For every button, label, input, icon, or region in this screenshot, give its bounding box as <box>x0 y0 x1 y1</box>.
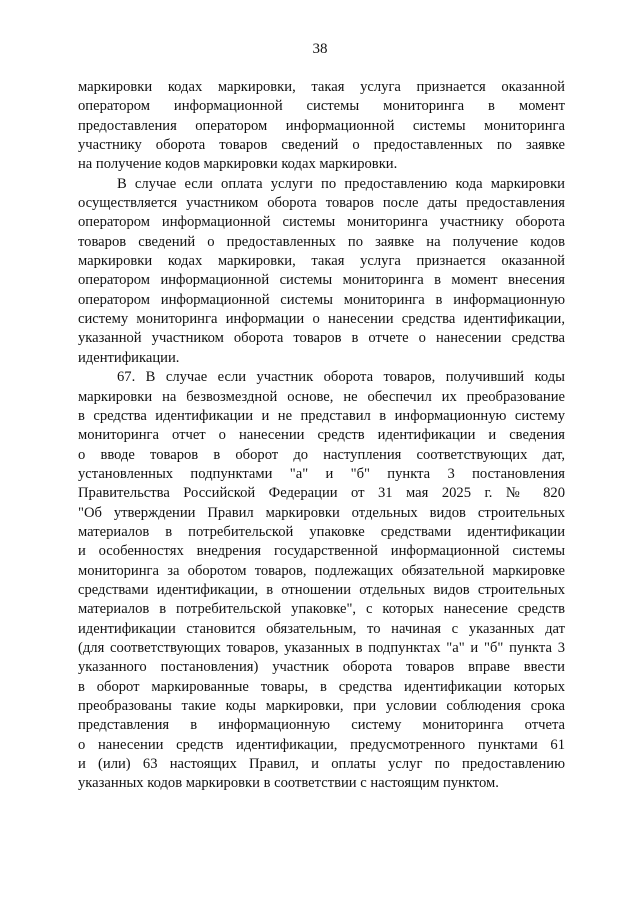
text-line: идентификации. <box>78 349 180 366</box>
text-line: идентификации становится обязательным, то начиная с указанных дат <box>78 620 565 637</box>
text-line: оператором информационной системы мониторинга в информационную <box>78 291 565 308</box>
text-line: установленных подпунктами "а" и "б" пункта 3 постановления <box>78 465 565 482</box>
text-line: маркировки кодах маркировки, такая услуга признается оказанной <box>78 253 565 270</box>
text-line: маркировки на безвозмездной основе, не обеспечил их преобразование <box>78 388 565 405</box>
text-line: и особенностях внедрения государственной информационной системы <box>78 543 565 560</box>
text-line: средствами идентификации, в отношении отдельных видов строительных <box>78 581 565 598</box>
text-line: оператором информационной системы мониторинга в момент <box>78 98 565 115</box>
text-line: представления в информационную систему мониторинга отчета <box>78 717 565 734</box>
text-line: оператором информационной системы мониторинга в момент внесения <box>78 272 565 289</box>
text-line: систему мониторинга информации о нанесении средства идентификации, <box>78 311 565 328</box>
text-line: и (или) 63 настоящих Правил, и оплаты услуг по предоставлению <box>78 756 565 773</box>
text-line: в средства идентификации и не представил в информационную систему <box>78 407 565 424</box>
paragraph <box>78 368 565 794</box>
text-line: в оборот маркированные товары, в средства идентификации которых <box>78 678 565 695</box>
text-line: о нанесении средств идентификации, предусмотренного пунктами 61 <box>78 736 565 753</box>
text-line: участнику оборота товаров сведений о предоставленных по заявке <box>78 137 565 154</box>
text-line: преобразованы такие коды маркировки, при условии соблюдения срока <box>78 698 565 714</box>
text-line: мониторинга отчет о нанесении средств идентификации и сведения <box>78 427 565 444</box>
page-number: 38 <box>312 41 328 57</box>
paragraph <box>78 175 565 368</box>
text-line: на получение кодов маркировки кодах маркировки. <box>78 156 398 173</box>
text-line: указанного постановления) участник оборота товаров вправе ввести <box>78 659 565 676</box>
text-line: указанных кодов маркировки в соответствии с настоящим пунктом. <box>78 775 499 792</box>
text-line: оператором информационной системы мониторинга участнику оборота <box>78 214 565 231</box>
text-line: Правительства Российской Федерации от 31 мая 2025 г. № 820 <box>78 485 565 502</box>
text-line: 67. В случае если участник оборота товаров, получивший коды <box>117 369 565 386</box>
text-line: осуществляется участником оборота товаров после даты предоставления <box>78 195 565 212</box>
text-line: товаров сведений о предоставленных по заявке на получение кодов <box>78 233 565 250</box>
text-line: материалов в потребительской упаковке", с которых нанесение средств <box>78 601 565 618</box>
text-line: маркировки кодах маркировки, такая услуга признается оказанной <box>78 79 565 95</box>
paragraph <box>78 78 565 175</box>
text-line: указанной участником оборота товаров в отчете о нанесении средства <box>78 330 565 347</box>
text-line: (для соответствующих товаров, указанных в подпунктах "а" и "б" пункта 3 <box>78 639 565 656</box>
text-line: предоставления оператором информационной системы мониторинга <box>78 117 565 134</box>
body-text <box>78 78 565 794</box>
text-line: о вводе товаров в оборот до наступления соответствующих дат, <box>78 446 565 463</box>
text-line: "Об утверждении Правил маркировки отдельных видов строительных <box>78 504 565 521</box>
text-line: В случае если оплата услуги по предоставлению кода маркировки <box>117 175 565 192</box>
text-line: материалов в потребительской упаковке средствами идентификации <box>78 523 565 540</box>
text-line: мониторинга за оборотом товаров, подлежащих обязательной маркировке <box>78 562 565 579</box>
